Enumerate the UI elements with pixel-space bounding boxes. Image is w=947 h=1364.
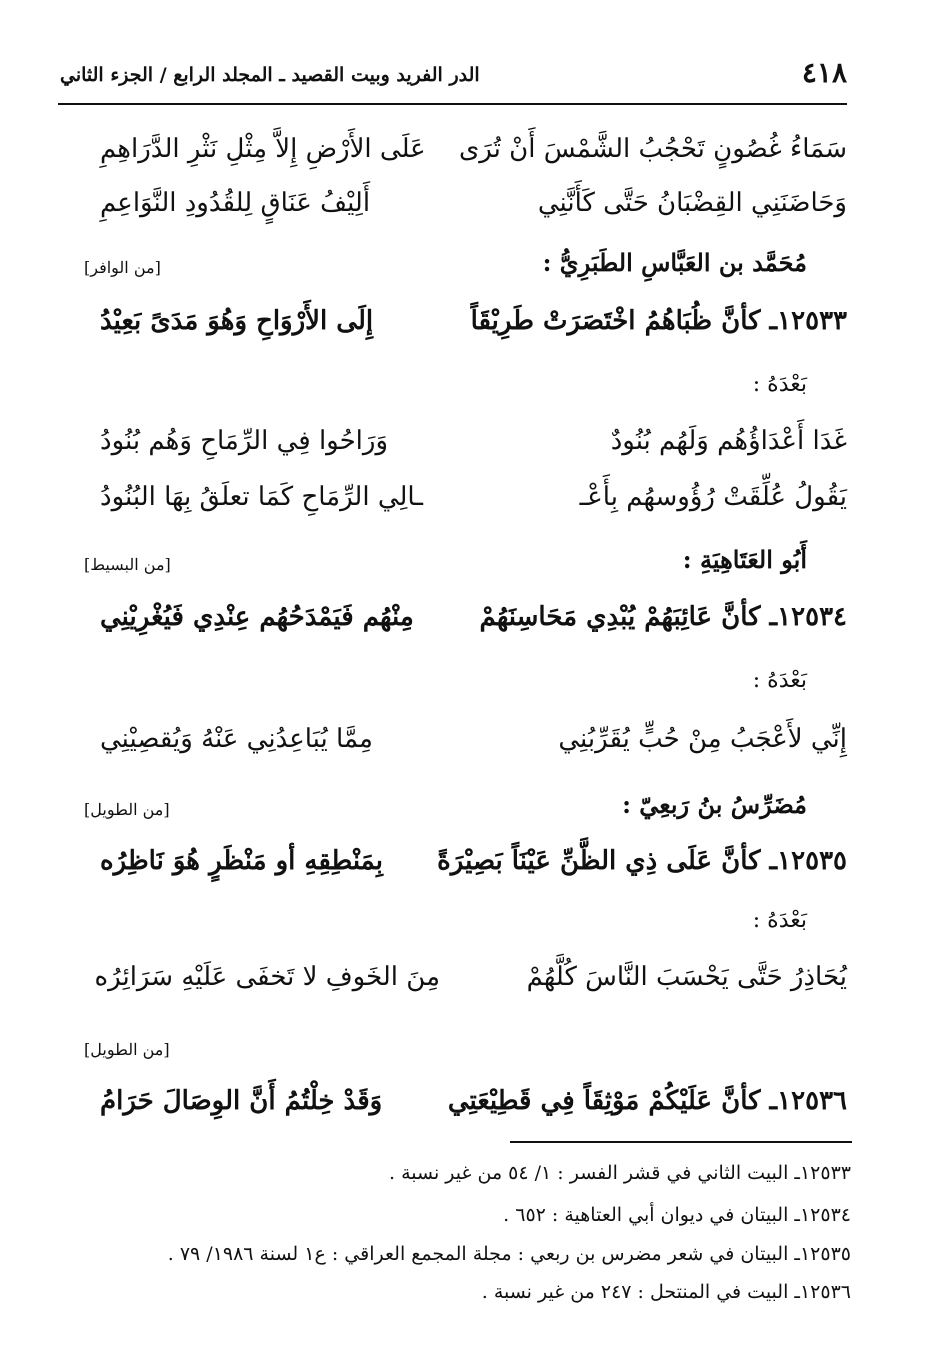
verse-first-hemistich: ١٢٥٣٥ـ كأنَّ عَلَى ذِي الظَّنِّ عَيْنَاً بَصِيْرَةً — [437, 846, 847, 876]
verse-first-hemistich: وَحَاضَنَنِي القِضْبَانُ حَتَّى كَأَنَّنِي — [537, 188, 847, 218]
verse-second-hemistich: مِنَ الخَوفِ لا تَخفَى عَلَيْهِ سَرَائِرُه — [94, 962, 440, 992]
poet-name: مُضَرِّسُ بنُ رَبعِيّ : — [622, 790, 807, 819]
running-title: الدر الفريد وبيت القصيد ـ المجلد الرابع / الجزء الثاني — [60, 64, 480, 86]
verse-first-hemistich: يُحَاذِرُ حَتَّى يَحْسَبَ النَّاسَ كُلَّهُمْ — [526, 962, 847, 992]
verse-line — [60, 962, 847, 1012]
numbered-verse — [60, 1086, 847, 1136]
footnote-divider — [510, 1141, 852, 1143]
verse-second-hemistich: وَرَاحُوا فِي الرِّمَاحِ وَهُم بُنُودُ — [100, 426, 389, 456]
verse-second-hemistich: مِمَّا يُبَاعِدُنِي عَنْهُ وَيُقصِيْنِي — [100, 724, 373, 754]
verse-line — [60, 724, 847, 774]
verse-second-hemistich: مِنْهُم فَيَمْدَحُهُم عِنْدِي فَيُغْرِيْنِي — [100, 602, 414, 632]
verse-line — [60, 426, 847, 476]
verse-second-hemistich: ـالِي الرِّمَاحِ كَمَا تعلَقُ بِهَا البُنُودُ — [100, 482, 423, 512]
after-label: بَعْدَهُ : — [752, 372, 807, 397]
meter-label: [من البسيط] — [84, 555, 171, 574]
after-label: بَعْدَهُ : — [752, 668, 807, 693]
numbered-verse — [60, 306, 847, 356]
meter-label: [من الطويل] — [84, 1040, 170, 1059]
page-number: ٤١٨ — [801, 56, 847, 89]
verse-second-hemistich: أَلِيْفُ عَنَاقٍ لِلقُدُودِ النَّوَاعِمِ — [100, 188, 371, 218]
meter-label: [من الوافر] — [84, 258, 161, 277]
verse-first-hemistich: يَقُولُ عُلِّقَتْ رُؤُوسهُم بِأَعْـ — [579, 482, 847, 512]
poet-name: أَبُو العَتَاهِيَةِ : — [682, 545, 807, 574]
verse-second-hemistich: وَقَدْ خِلْتُمُ أَنَّ الوِصَالَ حَرَامُ — [100, 1086, 383, 1116]
footnote: ١٢٥٣٦ـ البيت في المنتحل : ٢٤٧ من غير نسبة . — [481, 1281, 851, 1303]
poet-heading — [60, 790, 847, 834]
poet-name: مُحَمَّد بن العَبَّاسِ الطَبَرِيُّ : — [542, 248, 807, 277]
verse-second-hemistich: عَلَى الأَرْضِ إِلاَّ مِثْلِ نَثْرِ الدَّرَاهِمِ — [100, 134, 426, 164]
poet-heading — [60, 248, 847, 292]
footnote: ١٢٥٣٤ـ البيتان في ديوان أبي العتاهية : ٦٥٢ . — [503, 1204, 851, 1226]
after-label: بَعْدَهُ : — [752, 908, 807, 933]
meter-label: [من الطويل] — [84, 800, 170, 819]
numbered-verse — [60, 602, 847, 652]
page-header — [60, 56, 847, 96]
verse-line — [60, 134, 847, 184]
verse-second-hemistich: بِمَنْطِقِهِ أو مَنْظَرٍ هُوَ نَاظِرُه — [100, 846, 383, 876]
verse-first-hemistich: غَدَا أَعْدَاؤُهُم وَلَهُم بُنُودٌ — [610, 426, 847, 456]
verse-second-hemistich: إِلَى الأَرْوَاحِ وَهُوَ مَدَىً بَعِيْدُ — [100, 306, 374, 336]
verse-line — [60, 188, 847, 238]
footnote: ١٢٥٣٣ـ البيت الثاني في قشر الفسر : ١/ ٥٤ من غير نسبة . — [389, 1162, 851, 1184]
verse-first-hemistich: ١٢٥٣٦ـ كأنَّ عَلَيْكُمْ مَوْثِقَاً فِي قَطِيْعَتِي — [447, 1086, 847, 1116]
footnote: ١٢٥٣٥ـ البيتان في شعر مضرس بن ربعي : مجلة المجمع العراقي : ع١ لسنة ١٩٨٦/ ٧٩ . — [167, 1243, 851, 1265]
numbered-verse — [60, 846, 847, 896]
verse-first-hemistich: ١٢٥٣٤ـ كأنَّ عَائِبَهُمْ يُبْدِي مَحَاسِنَهُمْ — [479, 602, 847, 632]
verse-first-hemistich: سَمَاءُ غُصُونٍ تَحْجُبُ الشَّمْسَ أَنْ تُرَى — [458, 134, 847, 164]
verse-first-hemistich: إِنِّي لأَعْجَبُ مِنْ حُبٍّ يُقَرِّبُنِي — [558, 724, 847, 754]
verse-first-hemistich: ١٢٥٣٣ـ كأنَّ ظُبَاهُمُ اخْتَصَرَتْ طَرِيْقَاً — [470, 306, 847, 336]
verse-line — [60, 482, 847, 532]
poet-heading — [60, 545, 847, 589]
header-divider — [58, 103, 847, 105]
